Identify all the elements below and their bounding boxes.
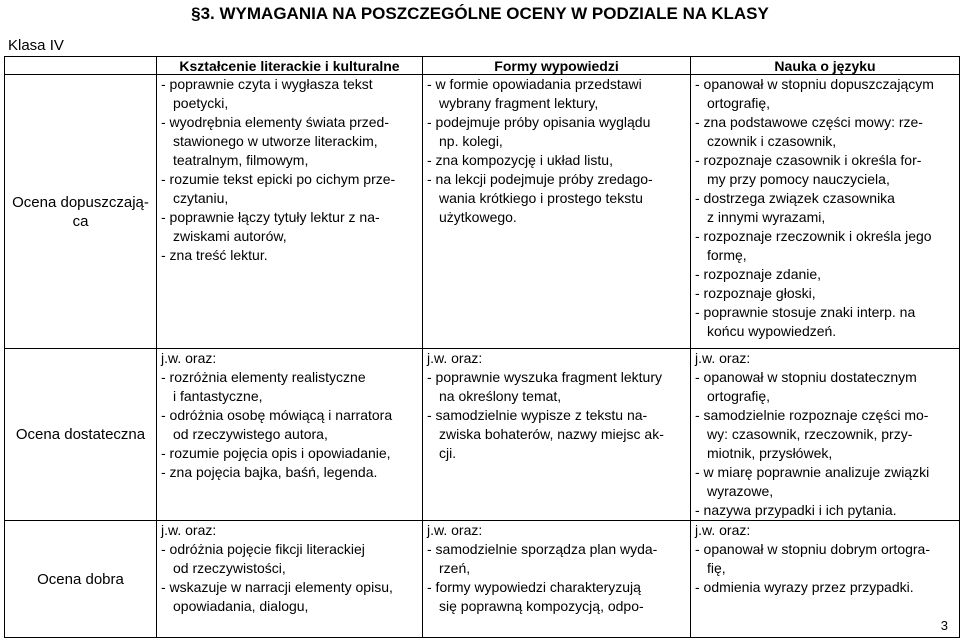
requirements-cell bbox=[157, 349, 423, 521]
requirement-line: - na lekcji podejmuje próby zredago- bbox=[427, 171, 653, 187]
requirement-line: j.w. oraz: bbox=[427, 350, 483, 366]
requirement-line: - zna kompozycję i układ listu, bbox=[427, 152, 613, 168]
column-header: Kształcenie literackie i kulturalne bbox=[157, 57, 423, 75]
grade-label bbox=[5, 349, 157, 521]
requirement-line: j.w. oraz: bbox=[695, 522, 751, 538]
requirement-line: - poprawnie stosuje znaki interp. na bbox=[695, 304, 916, 320]
requirement-line: - poprawnie łączy tytuły lektur z na- bbox=[161, 209, 380, 225]
grade-label-line: Ocena dobra bbox=[37, 570, 124, 588]
requirements-cell bbox=[691, 349, 960, 521]
requirement-line: - w miarę poprawnie analizuje związki bbox=[695, 464, 930, 480]
column-header: Nauka o języku bbox=[691, 57, 960, 75]
requirement-line: cji. bbox=[439, 445, 457, 461]
requirements-cell bbox=[691, 521, 960, 638]
requirement-line: - zna podstawowe części mowy: rze- bbox=[695, 114, 923, 130]
requirement-line: miotnik, przysłówek, bbox=[707, 445, 833, 461]
requirement-line: ortografię, bbox=[707, 388, 771, 404]
requirement-line: teatralnym, filmowym, bbox=[173, 152, 309, 168]
class-title: Klasa IV bbox=[8, 37, 64, 54]
requirement-line: - rozpoznaje rzeczownik i określa jego bbox=[695, 228, 932, 244]
requirement-line: - formy wypowiedzi charakteryzują bbox=[427, 579, 641, 595]
requirement-line: - samodzielnie sporządza plan wyda- bbox=[427, 541, 658, 557]
requirement-line: - opanował w stopniu dopuszczającym bbox=[695, 76, 934, 92]
requirement-line: - zna treść lektur. bbox=[161, 247, 268, 263]
requirement-line: - rozpoznaje zdanie, bbox=[695, 266, 822, 282]
requirement-line: np. kolegi, bbox=[439, 133, 503, 149]
requirement-line: - rozumie tekst epicki po cichym prze- bbox=[161, 171, 396, 187]
requirement-line: wania krótkiego i prostego tekstu bbox=[439, 190, 643, 206]
requirement-line: - w formie opowiadania przedstawi bbox=[427, 76, 642, 92]
requirement-line: się poprawną kompozycją, odpo- bbox=[439, 598, 644, 614]
requirement-line: - rozpoznaje czasownik i określa for- bbox=[695, 152, 922, 168]
requirement-line: na określony temat, bbox=[439, 388, 562, 404]
requirement-line: j.w. oraz: bbox=[161, 522, 217, 538]
requirement-line: fię, bbox=[707, 560, 726, 576]
requirement-line: my przy pomocy nauczyciela, bbox=[707, 171, 890, 187]
requirement-line: - zna pojęcia bajka, baśń, legenda. bbox=[161, 464, 378, 480]
requirement-line: od rzeczywistego autora, bbox=[173, 426, 328, 442]
requirements-cell bbox=[157, 75, 423, 349]
requirement-line: - odróżnia pojęcie fikcji literackiej bbox=[161, 541, 365, 557]
requirement-line: wybrany fragment lektury, bbox=[439, 95, 599, 111]
requirement-line: - rozróżnia elementy realistyczne bbox=[161, 369, 366, 385]
grade-label bbox=[5, 75, 157, 349]
requirement-line: - dostrzega związek czasownika bbox=[695, 190, 895, 206]
requirement-line: - nazywa przypadki i ich pytania. bbox=[695, 502, 897, 518]
requirement-line: - poprawnie wyszuka fragment lektury bbox=[427, 369, 662, 385]
column-header: Formy wypowiedzi bbox=[423, 57, 691, 75]
requirements-table bbox=[4, 56, 960, 638]
requirements-cell bbox=[423, 521, 691, 638]
requirement-line: j.w. oraz: bbox=[695, 350, 751, 366]
table-row bbox=[5, 75, 960, 349]
requirement-line: wyrazowe, bbox=[707, 483, 774, 499]
requirement-line: - opanował w stopniu dobrym ortogra- bbox=[695, 541, 931, 557]
requirement-line: wy: czasownik, rzeczownik, przy- bbox=[707, 426, 913, 442]
requirement-line: - wyodrębnia elementy świata przed- bbox=[161, 114, 389, 130]
requirement-line: - odróżnia osobę mówiącą i narratora bbox=[161, 407, 393, 423]
requirement-line: - poprawnie czyta i wygłasza tekst bbox=[161, 76, 373, 92]
requirements-cell bbox=[157, 521, 423, 638]
requirement-line: - rozpoznaje głoski, bbox=[695, 285, 816, 301]
requirement-line: - podejmuje próby opisania wyglądu bbox=[427, 114, 651, 130]
requirement-line: zwiskami autorów, bbox=[173, 228, 287, 244]
requirement-line: czownik i czasownik, bbox=[707, 133, 837, 149]
requirement-line: stawionego w utworze literackim, bbox=[173, 133, 378, 149]
section-heading: §3. WYMAGANIA NA POSZCZEGÓLNE OCENY W PODZIALE NA KLASY bbox=[191, 4, 769, 23]
requirement-line: i fantastyczne, bbox=[173, 388, 263, 404]
requirement-line: opowiadania, dialogu, bbox=[173, 598, 309, 614]
requirement-line: - rozumie pojęcia opis i opowiadanie, bbox=[161, 445, 391, 461]
requirements-cell bbox=[691, 75, 960, 349]
header-empty bbox=[5, 57, 157, 75]
requirement-line: końcu wypowiedzeń. bbox=[707, 323, 837, 339]
grade-label-line: Ocena dopuszczają- bbox=[12, 193, 149, 211]
requirement-line: rzeń, bbox=[439, 560, 471, 576]
requirement-line: poetycki, bbox=[173, 95, 229, 111]
page-number: 3 bbox=[940, 618, 948, 633]
requirements-cell bbox=[423, 75, 691, 349]
table-row bbox=[5, 349, 960, 521]
requirement-line: czytaniu, bbox=[173, 190, 229, 206]
requirement-line: - samodzielnie rozpoznaje części mo- bbox=[695, 407, 929, 423]
requirement-line: j.w. oraz: bbox=[427, 522, 483, 538]
requirement-line: j.w. oraz: bbox=[161, 350, 217, 366]
requirements-cell bbox=[423, 349, 691, 521]
requirement-line: od rzeczywistości, bbox=[173, 560, 286, 576]
requirement-line: użytkowego. bbox=[439, 209, 517, 225]
requirement-line: zwiska bohaterów, nazwy miejsc ak- bbox=[439, 426, 664, 442]
requirement-line: - odmienia wyrazy przez przypadki. bbox=[695, 579, 914, 595]
table-header-row bbox=[5, 57, 960, 75]
requirement-line: ortografię, bbox=[707, 95, 771, 111]
requirement-line: formę, bbox=[707, 247, 747, 263]
requirement-line: z innymi wyrazami, bbox=[707, 209, 826, 225]
grade-label bbox=[5, 521, 157, 638]
requirement-line: - wskazuje w narracji elementy opisu, bbox=[161, 579, 393, 595]
requirement-line: - opanował w stopniu dostatecznym bbox=[695, 369, 917, 385]
grade-label-line: Ocena dostateczna bbox=[15, 426, 146, 443]
grade-label-line: ca bbox=[72, 212, 89, 230]
requirement-line: - samodzielnie wypisze z tekstu na- bbox=[427, 407, 648, 423]
table-row bbox=[5, 521, 960, 638]
